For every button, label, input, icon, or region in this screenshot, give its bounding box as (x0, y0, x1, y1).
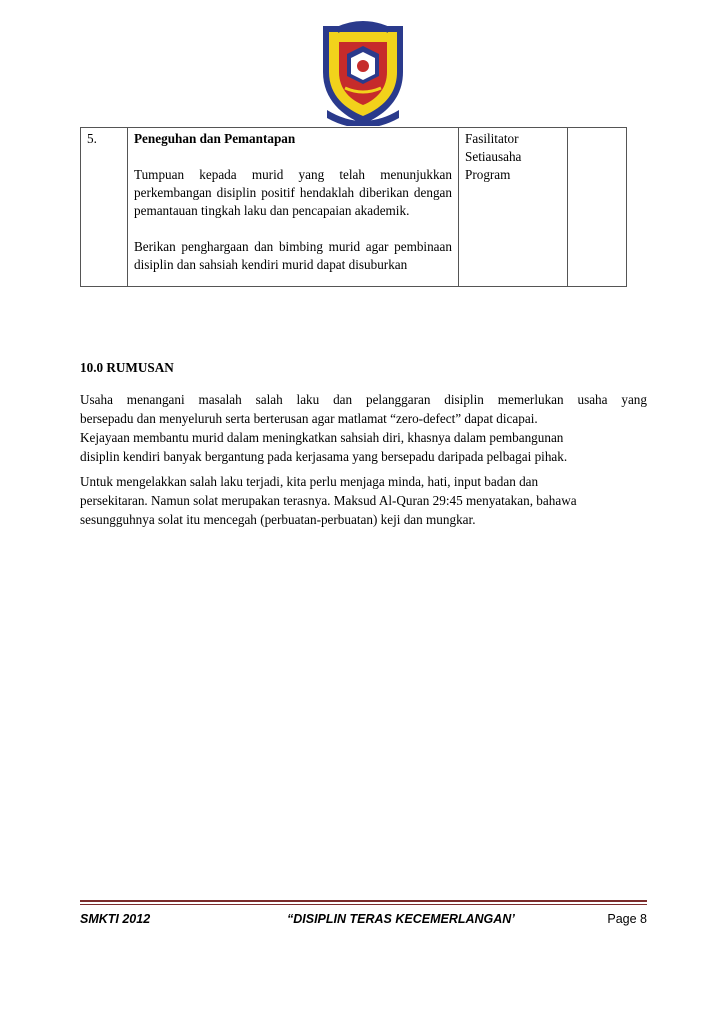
footer-rule (80, 900, 647, 902)
table-row (81, 128, 627, 287)
responsible-line: Setiausaha (465, 149, 522, 164)
footer-left-text: SMKTI 2012 (80, 912, 151, 926)
row-empty-cell (568, 128, 627, 287)
activity-table (80, 127, 627, 287)
responsible-line: Program (465, 167, 511, 182)
row-content (128, 128, 459, 287)
footer-center-text: “DISIPLIN TERAS KECEMERLANGAN’ (287, 912, 515, 926)
row-responsible (459, 128, 568, 287)
paragraph-line: Kejayaan membantu murid dalam meningkatkan sahsiah diri, khasnya dalam pembangunan (80, 430, 564, 445)
paragraph-line: persekitaran. Namun solat merupakan terasnya. Maksud Al-Quran 29:45 menyatakan, bahawa (80, 493, 577, 508)
page-number: Page 8 (607, 912, 647, 926)
row-paragraph: Berikan penghargaan dan bimbing murid agar pembinaan disiplin dan sahsiah kendiri murid dapat disuburkan (134, 239, 452, 272)
row-paragraph: Tumpuan kepada murid yang telah menunjukkan perkembangan disiplin positif hendaklah diberikan dengan pemantauan tingkah laku dan pencapaian akademik. (134, 167, 452, 218)
responsible-line: Fasilitator (465, 131, 519, 146)
row-number: 5. (81, 128, 128, 287)
school-crest-logo (317, 20, 409, 126)
summary-paragraph-1 (80, 390, 647, 466)
section-heading: 10.0 RUMUSAN (80, 360, 174, 375)
paragraph-line: bersepadu dan menyeluruh serta berterusan agar matlamat “zero-defect” dapat dicapai. (80, 411, 538, 426)
paragraph-line: Untuk mengelakkan salah laku terjadi, kita perlu menjaga minda, hati, input badan dan (80, 474, 539, 489)
paragraph-line: disiplin kendiri banyak bergantung pada kerjasama yang bersepadu daripada pelbagai pihak. (80, 449, 568, 464)
row-title: Peneguhan dan Pemantapan (134, 131, 296, 146)
paragraph-line: Usaha menangani masalah salah laku dan pelanggaran disiplin memerlukan usaha yang (80, 392, 647, 407)
paragraph-line: sesungguhnya solat itu mencegah (perbuatan-perbuatan) keji dan mungkar. (80, 512, 476, 527)
summary-paragraph-2 (80, 472, 647, 529)
footer-rule (80, 904, 647, 905)
